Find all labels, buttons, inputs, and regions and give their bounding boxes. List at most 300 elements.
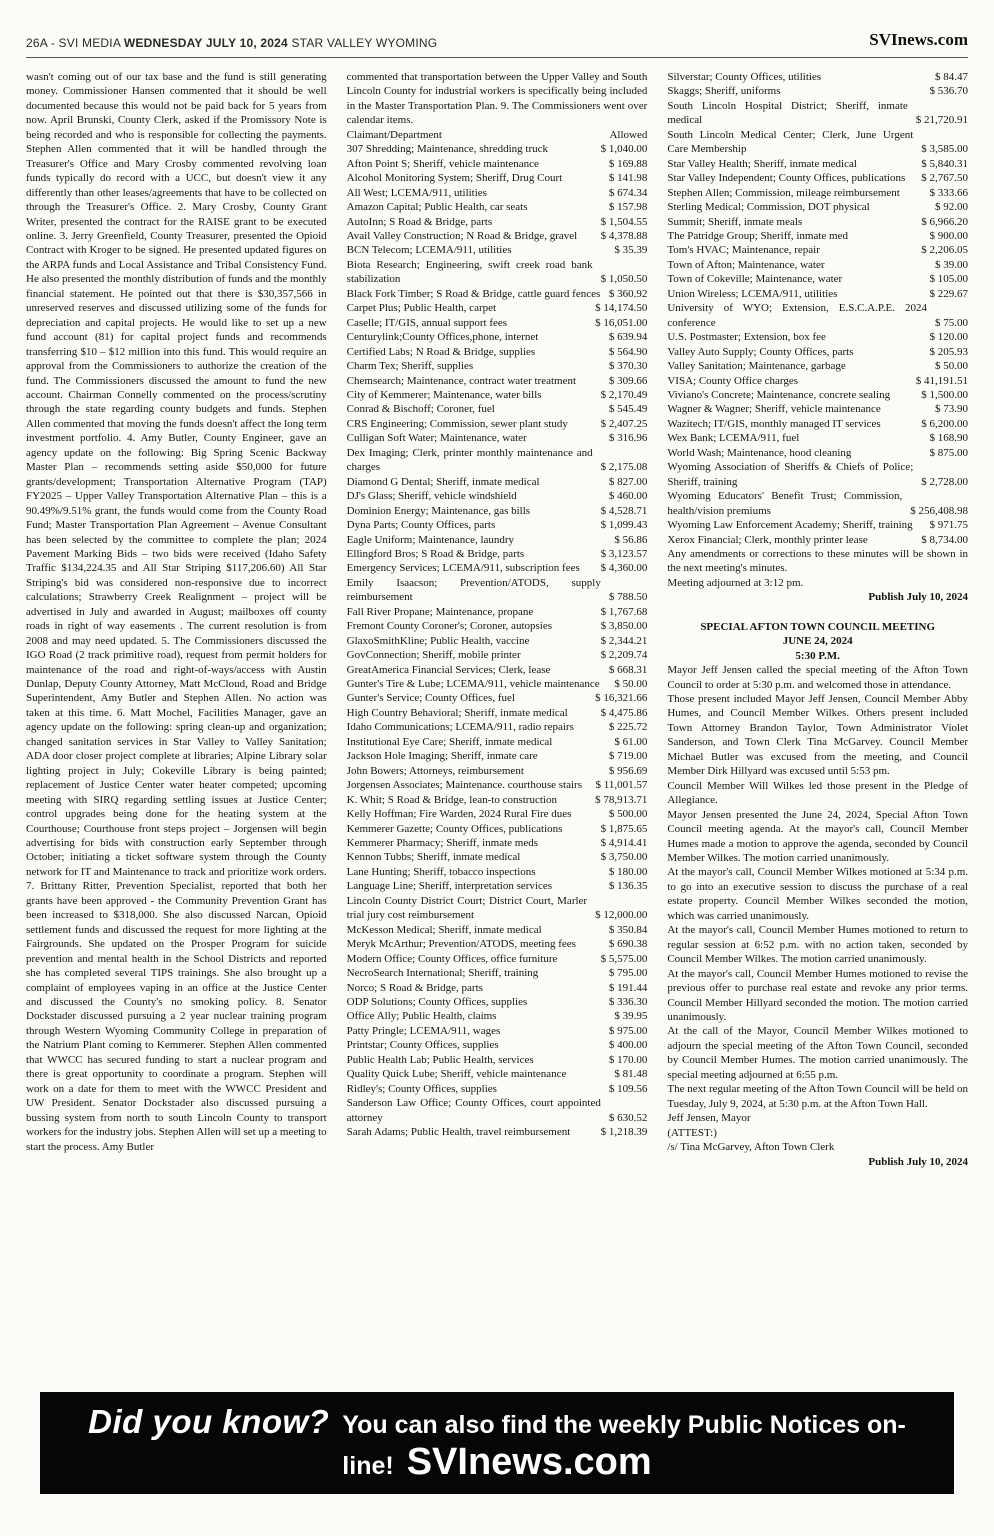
claim-description: Kennon Tubbs; Sheriff, inmate medical [346, 851, 521, 864]
claim-amount: $ 400.00 [608, 1039, 648, 1052]
claim-amount: $ 73.90 [935, 403, 968, 416]
meeting-title-line-2: JUNE 24, 2024 [782, 635, 853, 648]
claim-row [347, 388, 648, 402]
claim-description: Office Ally; Public Health, claims [346, 1010, 497, 1023]
claim-description: Public Health Lab; Public Health, services [346, 1053, 534, 1066]
claim-amount: $ 336.30 [608, 996, 648, 1008]
claim-row [347, 533, 648, 547]
claim-row [347, 301, 648, 315]
claim-row [347, 822, 648, 836]
claim-row [347, 1125, 648, 1139]
claim-row [347, 995, 648, 1009]
column-2 [347, 70, 648, 1382]
claim-row [347, 605, 648, 619]
claim-amount: $ 1,099.43 [600, 519, 648, 532]
claim-row [347, 634, 648, 648]
signoff-line: (ATTEST:) [667, 1126, 717, 1139]
claim-row [667, 374, 968, 388]
claim-amount: $ 5,840.31 [921, 157, 968, 170]
claim-description: Black Fork Timber; S Road & Bridge, cattle guard fences [346, 287, 601, 300]
meeting-paragraph: Council Member Will Wilkes led those present in the Pledge of Allegiance. [667, 779, 968, 807]
claim-description: Xerox Financial; Clerk, monthly printer lease [667, 533, 868, 546]
claim-amount: $ 1,218.39 [600, 1126, 648, 1139]
claim-row [347, 171, 648, 185]
claim-amount: $ 1,040.00 [600, 143, 648, 156]
claim-amount: $ 81.48 [614, 1068, 648, 1081]
claim-amount: $ 39.95 [614, 1010, 648, 1023]
claim-description: Dex Imaging; Clerk, printer monthly maintenance and charges [346, 446, 593, 474]
claim-description: Star Valley Health; Sheriff, inmate medical [667, 157, 857, 170]
signoff-line: Jeff Jensen, Mayor [667, 1112, 751, 1125]
claim-amount: $ 75.00 [935, 316, 968, 329]
claim-description: Summit; Sheriff, inmate meals [667, 215, 803, 228]
claim-row [347, 489, 648, 503]
claim-row [667, 330, 968, 344]
meeting-paragraph: At the mayor's call, Council Member Wilkes motioned at 5:34 p.m. to go into an executive session to discuss the purchase of a real estate property. Council Member Wilkes seconded the motion, which was carried unanimously. [667, 866, 968, 922]
claims-list-1 [347, 142, 648, 1139]
claim-description: Dyna Parts; County Offices, parts [346, 519, 496, 532]
claim-row [667, 388, 968, 402]
claim-row [347, 504, 648, 518]
claim-row [347, 749, 648, 763]
claim-row [347, 764, 648, 778]
claim-row [347, 691, 648, 705]
claim-description: Ellingford Bros; S Road & Bridge, parts [346, 547, 525, 560]
claim-row [667, 70, 968, 84]
claim-amount: $ 316.96 [608, 432, 648, 445]
claim-amount: $ 564.90 [608, 345, 648, 358]
claim-row [347, 793, 648, 807]
claim-amount: $ 120.00 [929, 331, 968, 344]
claim-description: 307 Shredding; Maintenance, shredding truck [346, 143, 548, 156]
claim-row [667, 200, 968, 214]
minutes-continued: commented that transportation between the Upper Valley and South Lincoln County for industrial workers is specifically being included in the Master Transportation Plan. 9. The Commissioners went over calendar items. [346, 71, 648, 127]
claim-row [347, 807, 648, 821]
claim-description: GreatAmerica Financial Services; Clerk, lease [346, 663, 551, 676]
claim-description: Stephen Allen; Commission, mileage reimbursement [667, 186, 900, 199]
claim-description: Patty Pringle; LCEMA/911, wages [346, 1024, 501, 1037]
claim-row [347, 287, 648, 301]
claim-row [347, 735, 648, 749]
claim-row [347, 836, 648, 850]
claim-row [347, 981, 648, 995]
minutes-text: wasn't coming out of our tax base and the fund is still generating money. Commissioner Hansen commented that it should be well documented because this would not be paid back for 5 years from now. April Brunski, County Clerk, asked if the Promissory Note is being recorded and who is responsible for collecting the payments. Stephen Allen commented that it will be handled through the Treasurer's Office and Mary Crosby commented revolving loan funds typically do record with a UCC, but doesn't view it any differently than other leases/agreements that have to be collected on through the Treasurer's Office. 2. Mary Crosby, County Grant Writer, presented the contract for the RAISE grant to be executed online. 3. Jerry Greenfield, County Treasurer, presented the Opioid Contract with Kroger to be signed. He presented updated figures on the ARPA funds and Local Assistance and Tribal Consistency Fund. He also presented the monthly distribution of funds and the monthly financial statement. He pointed out that there is $30,357,566 in unreserved reserves and discussed utilizing some of the funds for depreciation and capital projects. He would like to set up a new fund account (81) for capital project funds and recommends transferring $10 – $12 million into this fund. This would require an approval from the Commissioners to authorize the creation of the fund. The Commissioners discussed the amount to fund the new account. Chairman Connelly commented on the process/scrutiny through the state regarding county budgets and funds. Stephen Allen commented that moving the funds doesn't affect the long term investment portfolio. 4. Amy Butler, County Engineer, gave an agency update on the following: Big Spring Scenic Backway Master Plan – recommends setting aside $50,000 for future grants/development; Transportation Alternative Program (TAP) FY2025 – Upper Valley Transportation Alternative Plan – this is a 90.49%/9.51% grant, the funds would come from the County Road Fund; Master Transportation Plan Agreement – Avenue Consultant has been selected by the committee to complete the plan; 2024 Pavement Marking Bids – two bids were received (Idaho Safety Traffic $134,224.35 and All Star Striping $117,206.60) All Star Striping's bid was considered non-responsive due to incorrect calculations; Strawberry Creek Realignment – project will be advertised in July and awarded in August; mailboxes off county roads in right of way easements . The current resolution is from 2008 and may need updated. 5. The Commissioners discussed the IGO Road (2 track primitive road), request from permit holders for maintenance of the road and right-of-ways/access with Austin Dunlap, Deputy County Attorney, Matt McCloud, Road and Bridge Superintendent, Amy Butler and Stephen Allen. No action was taken at this time. 6. Matt Mochel, Facilities Manager, gave an agency update on the following: spring clean-up and organization; changed sanitation services in Star Valley to Valley Sanitation; ADA door closer project complete at libraries; Alpine Library solar lighting project in July; Cokeville Library is being painted; replacement of Justice Center water heater competed; upcoming meeting with SIRQ regarding settling issues at Justice Center; control upgrades being done for the heating system at the Courthouse; Courthouse front steps project – Jorgensen will begin advertising for bids with construction early September through October; initiating a ticket software system through the County network for IT and Maintenance to track and prioritize work orders. 7. Brittany Ritter, Prevention Specialist, reported that both her grants have been approved - the Community Prevention Grant has been increased to $318,000. She also discussed Narcan, Opioid settlement funds and discussed the request for more lighting at the Fairgrounds. She updated on the Prosper Program for suicide prevention and mental health in the School Districts and reported she has completed several TIPS trainings. She also brought up a complaint of employees vaping in an office at the Justice Center and discussed the County's no smoking policy. 8. Senator Dockstader discussed pursuing a 2 year nuclear training program through Western Wyoming Community College in preparation of the Natrium Plant coming to Kemmerer. Stephen Allen commented that WWCC has secured funding to start a nuclear program and there is great opportunity to coordinate a program. Stephen will work on a date for them to meet with the WWCC President and UW President. Senator Dockstader also discussed pursuing a bussing system from north to south Lincoln County to transport workers for the industry jobs. Stephen Allen will set up a meeting to start the process. Amy Butler [26, 71, 327, 1153]
claim-row [347, 1024, 648, 1038]
claim-row [347, 157, 648, 171]
claim-amount: $ 668.31 [608, 663, 648, 676]
claim-row [667, 345, 968, 359]
claim-amount: $ 333.66 [929, 186, 968, 199]
claim-amount: $ 2,206.05 [921, 244, 968, 257]
claim-amount: $ 11,001.57 [595, 779, 648, 792]
claim-row [347, 316, 648, 330]
claim-amount: $ 2,170.49 [600, 388, 648, 401]
claim-amount: $ 6,200.00 [921, 417, 968, 430]
claim-description: Quality Quick Lube; Sheriff, vehicle maintenance [346, 1068, 567, 1081]
signoff-line: /s/ Tina McGarvey, Afton Town Clerk [667, 1141, 835, 1154]
claim-amount: $ 168.90 [929, 432, 968, 445]
claim-row [667, 402, 968, 416]
claim-description: Caselle; IT/GIS, annual support fees [346, 316, 508, 329]
claim-row [347, 215, 648, 229]
claim-row [347, 706, 648, 720]
claim-row [667, 359, 968, 373]
claim-amount: $ 630.52 [608, 1111, 648, 1124]
claim-description: Centurylink;County Offices,phone, internet [346, 331, 539, 344]
claim-description: The Patridge Group; Sheriff, inmate med [667, 229, 848, 242]
claim-description: University of WYO; Extension, E.S.C.A.P.E. 2024 conference [667, 302, 928, 329]
claim-description: Town of Afton; Maintenance, water [667, 258, 825, 271]
claim-row [667, 99, 968, 128]
claim-amount: $ 4,528.71 [600, 504, 648, 517]
claim-amount: $ 50.00 [935, 360, 968, 373]
meeting-paragraph: At the mayor's call, Council Member Humes motioned to return to regular session at 6:52 p.m. with no action taken, seconded by Council Member Wilkes. The motion carried unanimously. [667, 924, 968, 966]
claim-description: Alcohol Monitoring System; Sheriff, Drug Court [346, 172, 563, 185]
claim-description: Kemmerer Gazette; County Offices, publications [346, 822, 563, 835]
meeting-paragraph: Mayor Jensen presented the June 24, 2024, Special Afton Town Council meeting agenda. At the mayor's call, Council Member Humes made a motion to approve the agenda, seconded by Council Member Wilkes. The motion carried unanimously. [667, 808, 968, 865]
claim-row [667, 272, 968, 286]
claim-amount: $ 21,720.91 [915, 114, 968, 127]
meeting-paragraph: The next regular meeting of the Afton Town Council will be held on Tuesday, July 9, 2024, at 5:30 p.m. at the Afton Town Hall. [667, 1083, 968, 1110]
claim-description: Jackson Hole Imaging; Sheriff, inmate care [346, 750, 538, 763]
claim-amount: $ 229.67 [929, 287, 968, 300]
claim-amount: $ 6,966.20 [921, 215, 968, 228]
claim-amount: $ 827.00 [608, 475, 648, 488]
claim-row [347, 1053, 648, 1067]
adjourned-note: Meeting adjourned at 3:12 pm. [667, 576, 804, 589]
claim-description: Language Line; Sheriff, interpretation services [346, 880, 553, 893]
meeting-title [667, 620, 968, 663]
claim-amount: $ 109.56 [608, 1082, 648, 1095]
claim-row [347, 446, 648, 475]
claim-row [347, 778, 648, 792]
claim-description: VISA; County Office charges [667, 374, 798, 387]
claim-description: Emergency Services; LCEMA/911, subscription fees [346, 562, 580, 575]
did-you-know-text: Did you know? [88, 1402, 330, 1440]
allowed-column-header: Allowed [609, 128, 648, 141]
banner-line-2 [342, 1441, 651, 1484]
claim-description: Eagle Uniform; Maintenance, laundry [346, 533, 515, 546]
claim-amount: $ 16,321.66 [595, 692, 648, 705]
claim-description: Idaho Communications; LCEMA/911, radio repairs [346, 721, 574, 734]
claim-amount: $ 500.00 [608, 808, 648, 821]
claim-amount: $ 4,378.88 [600, 229, 648, 242]
claim-row [667, 84, 968, 98]
banner-line-1 [88, 1403, 906, 1441]
claim-amount: $ 2,175.08 [600, 461, 648, 474]
claim-amount: $ 4,914.41 [600, 837, 648, 850]
claim-amount: $ 975.00 [608, 1024, 648, 1037]
claim-description: Carpet Plus; Public Health, carpet [346, 302, 497, 315]
claim-row [347, 894, 648, 923]
claim-amount: $ 360.92 [608, 287, 648, 300]
claim-row [347, 850, 648, 864]
claim-description: GovConnection; Sheriff, mobile printer [346, 649, 521, 662]
claim-amount: $ 61.00 [614, 735, 648, 748]
claim-amount: $ 35.39 [614, 244, 648, 257]
claim-description: Charm Tex; Sheriff, supplies [346, 360, 474, 373]
claim-row [667, 417, 968, 431]
claim-description: South Lincoln Hospital District; Sheriff, inmate medical [667, 99, 908, 127]
claim-description: Meryk McArthur; Prevention/ATODS, meeting fees [346, 938, 576, 951]
claim-description: Biota Research; Engineering, swift creek road bank stabilization [346, 258, 593, 286]
claim-amount: $ 169.88 [608, 157, 648, 170]
claim-description: Jorgensen Associates; Maintenance. courthouse stairs [346, 779, 582, 792]
claim-row [667, 518, 968, 532]
claim-description: Skaggs; Sheriff, uniforms [667, 85, 781, 98]
claim-row [347, 952, 648, 966]
claim-description: South Lincoln Medical Center; Clerk, June Urgent Care Membership [667, 128, 914, 156]
claim-row [347, 200, 648, 214]
claim-amount: $ 370.30 [608, 360, 648, 373]
claim-amount: $ 141.98 [608, 172, 648, 185]
claim-description: Culligan Soft Water; Maintenance, water [346, 432, 527, 445]
claim-row [667, 215, 968, 229]
claim-row [667, 186, 968, 200]
claim-amount: $ 875.00 [929, 446, 968, 459]
claim-description: Kelly Hoffman; Fire Warden, 2024 Rural Fire dues [346, 808, 572, 821]
claim-amount: $ 78,913.71 [595, 793, 648, 806]
claim-row [347, 1009, 648, 1023]
claim-amount: $ 719.00 [608, 750, 648, 763]
claim-amount: $ 1,875.65 [600, 822, 648, 835]
claim-amount: $ 674.34 [608, 186, 648, 199]
claims-list-2 [667, 70, 968, 547]
claim-row [347, 243, 648, 257]
claim-amount: $ 2,407.25 [600, 417, 648, 430]
claimant-column-header: Claimant/Department [346, 128, 442, 141]
amendments-note: Any amendments or corrections to these minutes will be shown in the next meeting's minutes. [667, 547, 968, 575]
meeting-paragraph: Mayor Jeff Jensen called the special meeting of the Afton Town Council to order at 5:30 p.m. and welcomed those in attendance. [667, 664, 968, 691]
claim-description: Modern Office; County Offices, office furniture [346, 952, 558, 965]
claim-amount: $ 1,500.00 [921, 388, 968, 401]
page-number-label: 26A - SVI MEDIA [26, 36, 124, 50]
claim-amount: $ 4,475.86 [600, 706, 648, 719]
claim-description: City of Kemmerer; Maintenance, water bills [346, 388, 542, 401]
claim-amount: $ 2,209.74 [600, 649, 648, 662]
claim-row [347, 186, 648, 200]
site-url: SVInews.com [869, 30, 968, 49]
claim-row [347, 879, 648, 893]
claim-amount: $ 56.86 [614, 533, 648, 546]
claim-amount: $ 690.38 [608, 938, 648, 951]
claim-row [667, 533, 968, 547]
claim-amount: $ 205.93 [929, 345, 968, 358]
claim-amount: $ 170.00 [608, 1053, 648, 1066]
claim-row [667, 171, 968, 185]
claim-row [347, 547, 648, 561]
claim-description: Valley Auto Supply; County Offices, parts [667, 345, 854, 358]
claim-row [347, 1038, 648, 1052]
claim-description: Town of Cokeville; Maintenance, water [667, 273, 843, 286]
meeting-paragraph: Those present included Mayor Jeff Jensen, Council Member Abby Humes, and Council Member Wilkes. Others present included Town Attorney Brandon Taylor, Town Administrator Violet Sanderson, and Town Clerk Tina McGarvey. Council Member Michael Butler was excused from the meeting, and Council Member Dirk Hillyard was excused until 5:53 pm. [667, 693, 968, 778]
claim-row [347, 1082, 648, 1096]
meeting-title-line-1: SPECIAL AFTON TOWN COUNCIL MEETING [700, 620, 936, 633]
claim-row [667, 157, 968, 171]
claim-description: Emily Isaacson; Prevention/ATODS, supply reimbursement [346, 576, 601, 604]
publish-line-1: Publish July 10, 2024 [868, 591, 968, 604]
claim-description: Wagner & Wagner; Sheriff, vehicle maintenance [667, 403, 881, 416]
claim-amount: $ 84.47 [935, 71, 968, 83]
claims-table-header [347, 128, 648, 142]
claim-description: Sarah Adams; Public Health, travel reimbursement [346, 1126, 571, 1139]
claim-amount: $ 191.44 [608, 981, 648, 994]
claim-row [667, 446, 968, 460]
meeting-paragraph: At the call of the Mayor, Council Member Wilkes motioned to adjourn the special meeting of the Afton Town Council, seconded by Council Member Humes. The motion carried unanimously. The special meeting adjourned at 6:55 p.m. [667, 1025, 968, 1081]
claim-description: Gunter's Service; County Offices, fuel [346, 692, 515, 705]
claim-amount: $ 157.98 [608, 201, 648, 214]
claim-amount: $ 8,734.00 [921, 533, 968, 546]
meeting-paragraphs [667, 663, 968, 1111]
claim-description: Fremont County Coroner's; Coroner, autopsies [346, 620, 552, 633]
claim-amount: $ 4,360.00 [600, 562, 648, 575]
claim-row [347, 330, 648, 344]
claim-description: NecroSearch International; Sheriff, training [346, 967, 539, 980]
claim-amount: $ 256,408.98 [910, 504, 968, 517]
claim-amount: $ 1,504.55 [600, 215, 648, 228]
claim-amount: $ 3,123.57 [600, 547, 648, 560]
claim-description: John Bowers; Attorneys, reimbursement [346, 764, 524, 777]
claim-row [667, 431, 968, 445]
claim-description: Kemmerer Pharmacy; Sheriff, inmate meds [346, 837, 538, 850]
claim-amount: $ 795.00 [608, 967, 648, 980]
claim-row [667, 128, 968, 157]
meeting-title-line-3: 5:30 P.M. [795, 649, 840, 662]
claim-row [667, 287, 968, 301]
claim-row [347, 345, 648, 359]
claim-amount: $ 136.35 [608, 880, 648, 893]
claim-amount: $ 180.00 [608, 865, 648, 878]
claim-amount: $ 3,850.00 [600, 620, 648, 633]
claim-row [667, 460, 968, 489]
claim-description: Wyoming Law Enforcement Academy; Sheriff, training [667, 519, 913, 532]
claim-amount: $ 536.70 [929, 85, 968, 98]
claim-description: Silverstar; County Offices, utilities [667, 71, 822, 83]
claim-amount: $ 2,767.50 [921, 172, 968, 185]
claim-amount: $ 41,191.51 [915, 374, 968, 387]
claim-row [347, 402, 648, 416]
claim-amount: $ 92.00 [935, 201, 968, 214]
claim-row [347, 1096, 648, 1125]
claim-description: Diamond G Dental; Sheriff, inmate medical [346, 475, 540, 488]
claim-row [347, 258, 648, 287]
claim-row [347, 937, 648, 951]
issue-date: WEDNESDAY JULY 10, 2024 [123, 36, 288, 50]
masthead-left [26, 36, 437, 50]
claim-row [667, 489, 968, 518]
claim-description: BCN Telecom; LCEMA/911, utilities [346, 244, 512, 257]
claim-row [347, 576, 648, 605]
claim-description: GlaxoSmithKline; Public Health, vaccine [346, 634, 530, 647]
claim-description: Tom's HVAC; Maintenance, repair [667, 244, 820, 257]
claim-row [347, 475, 648, 489]
claim-amount: $ 16,051.00 [595, 316, 648, 329]
claim-description: Conrad & Bischoff; Coroner, fuel [346, 403, 495, 416]
column-1 [26, 70, 327, 1382]
banner-message-continued: line! [342, 1451, 394, 1480]
claim-row [347, 648, 648, 662]
claim-row [347, 142, 648, 156]
claim-description: Chemsearch; Maintenance, contract water treatment [346, 374, 577, 387]
claim-amount: $ 14,174.50 [595, 302, 648, 315]
claim-description: Wazitech; IT/GIS, monthly managed IT services [667, 417, 881, 430]
claim-amount: $ 3,750.00 [600, 851, 648, 864]
publish-line-2: Publish July 10, 2024 [868, 1155, 968, 1168]
claim-amount: $ 105.00 [929, 273, 968, 286]
claim-description: World Wash; Maintenance, hood cleaning [667, 446, 852, 459]
claim-row [347, 966, 648, 980]
claim-amount: $ 639.94 [608, 331, 648, 344]
claim-amount: $ 460.00 [608, 490, 648, 503]
claim-row [347, 1067, 648, 1081]
claim-description: Wyoming Educators' Benefit Trust; Commission, health/vision premiums [667, 490, 903, 517]
region-label: STAR VALLEY WYOMING [287, 36, 438, 50]
claim-description: Dominion Energy; Maintenance, gas bills [346, 504, 531, 517]
claim-row [347, 359, 648, 373]
claim-description: Wyoming Association of Sheriffs & Chiefs of Police; Sheriff, training [667, 461, 914, 488]
claim-row [347, 619, 648, 633]
claim-row [347, 865, 648, 879]
claim-amount: $ 39.00 [935, 258, 968, 271]
claim-amount: $ 350.84 [608, 923, 648, 936]
claim-row [347, 417, 648, 431]
claim-amount: $ 2,728.00 [921, 475, 968, 488]
claim-row [347, 374, 648, 388]
claim-amount: $ 50.00 [614, 678, 648, 691]
claim-description: Wex Bank; LCEMA/911, fuel [667, 432, 800, 445]
claim-description: Star Valley Independent; County Offices, publications [667, 172, 906, 185]
article-columns [26, 70, 968, 1382]
claim-description: McKesson Medical; Sheriff, inmate medical [346, 923, 542, 936]
claim-description: Ridley's; County Offices, supplies [346, 1082, 497, 1095]
claim-amount: $ 5,575.00 [600, 952, 648, 965]
claim-description: Lane Hunting; Sheriff, tobacco inspections [346, 865, 536, 878]
claim-row [667, 301, 968, 330]
claim-amount: $ 309.66 [608, 374, 648, 387]
claim-description: ODP Solutions; County Offices, supplies [346, 996, 528, 1008]
claim-amount: $ 956.69 [608, 764, 648, 777]
claim-description: CRS Engineering; Commission, sewer plant study [346, 417, 568, 430]
claim-amount: $ 971.75 [929, 519, 968, 532]
claim-description: Afton Point S; Sheriff, vehicle maintenance [346, 157, 539, 170]
claim-row [347, 663, 648, 677]
claim-description: Norco; S Road & Bridge, parts [346, 981, 483, 994]
claim-row [347, 229, 648, 243]
claim-row [667, 243, 968, 257]
claim-row [347, 677, 648, 691]
claim-description: Sterling Medical; Commission, DOT physical [667, 201, 870, 214]
claim-amount: $ 3,585.00 [921, 143, 968, 156]
claim-amount: $ 2,344.21 [600, 634, 648, 647]
column-3 [667, 70, 968, 1382]
claim-description: Union Wireless; LCEMA/911, utilities [667, 287, 838, 300]
claim-description: DJ's Glass; Sheriff, vehicle windshield [346, 490, 517, 503]
claim-amount: $ 900.00 [929, 229, 968, 242]
signoff-lines [667, 1111, 968, 1154]
claim-description: Fall River Propane; Maintenance, propane [346, 605, 534, 618]
claim-description: Certified Labs; N Road & Bridge, supplies [346, 345, 536, 358]
claim-row [667, 229, 968, 243]
claim-description: U.S. Postmaster; Extension, box fee [667, 331, 826, 344]
claim-amount: $ 225.72 [608, 721, 648, 734]
claim-row [347, 923, 648, 937]
claim-description: AutoInn; S Road & Bridge, parts [346, 215, 493, 228]
claim-amount: $ 545.49 [608, 403, 648, 416]
claim-description: Valley Sanitation; Maintenance, garbage [667, 360, 846, 373]
page-header [26, 0, 968, 58]
meeting-paragraph: At the mayor's call, Council Member Humes motioned to revise the previous offer to purchase real estate and revoke any prior terms. Council Member Hillyard seconded the motion. The motion carried unanimously. [667, 967, 968, 1023]
claim-description: Gunter's Tire & Lube; LCEMA/911, vehicle maintenance [346, 678, 600, 691]
